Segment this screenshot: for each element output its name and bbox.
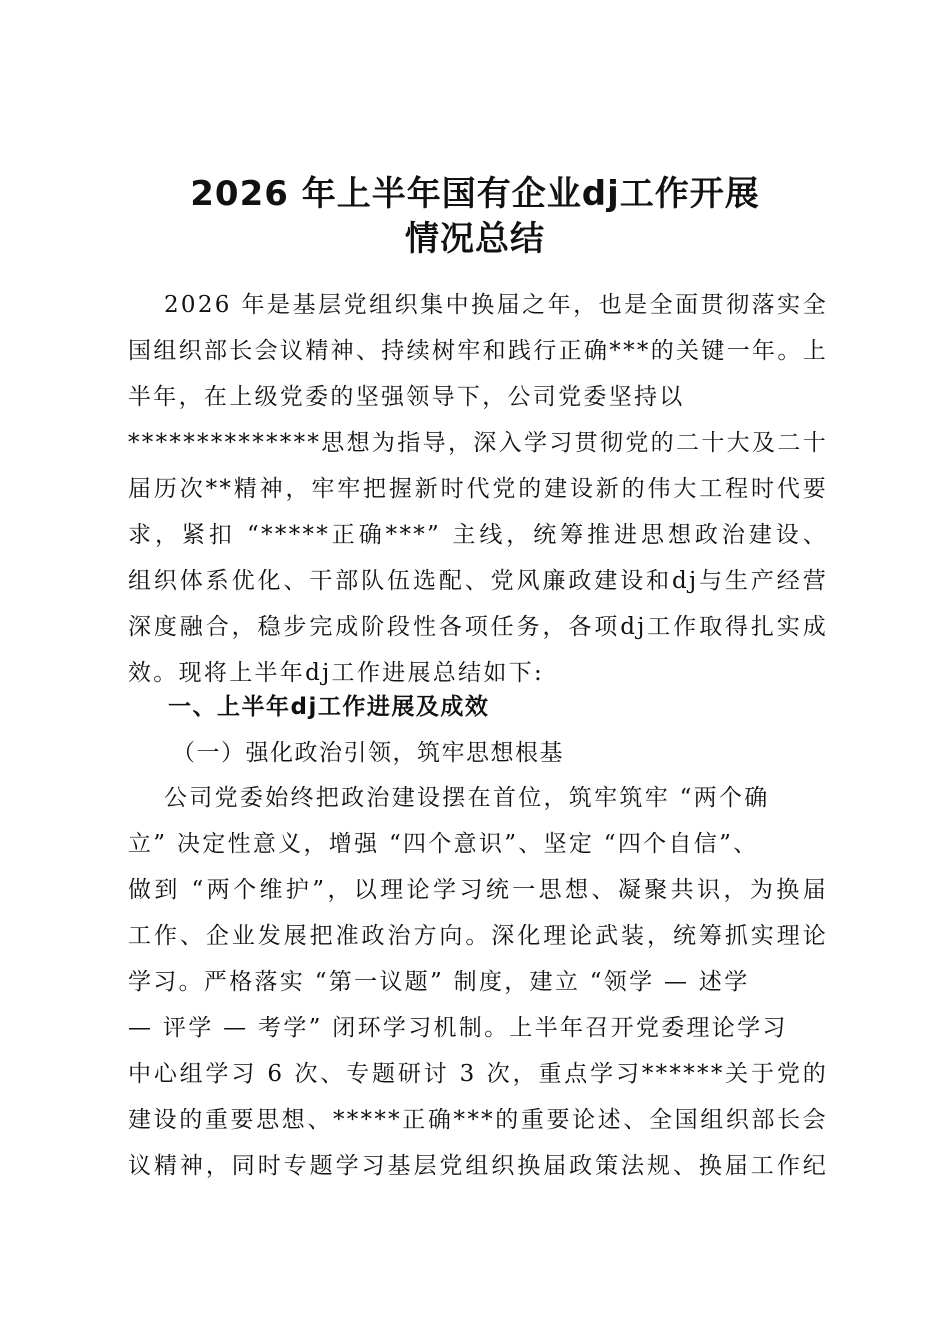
section-heading: 一、上半年dj工作进展及成效	[168, 694, 490, 720]
body-line: 中心组学习 6 次、专题研讨 3 次，重点学习******关于党的	[128, 1061, 828, 1087]
intro-line: 国组织部长会议精神、持续树牢和践行正确***的关键一年。上	[128, 338, 828, 364]
intro-line: 2026 年是基层党组织集中换届之年，也是全面贯彻落实全	[164, 292, 828, 318]
intro-line: 组织体系优化、干部队伍选配、党风廉政建设和dj与生产经营	[128, 568, 828, 594]
intro-line: 半年，在上级党委的坚强领导下，公司党委坚持以	[128, 384, 685, 410]
body-line: 议精神，同时专题学习基层党组织换届政策法规、换届工作纪	[128, 1153, 828, 1179]
intro-line: **************思想为指导，深入学习贯彻党的二十大及二十	[128, 430, 828, 456]
document-title-line-2: 情况总结	[405, 219, 545, 259]
body-line: 建设的重要思想、*****正确***的重要论述、全国组织部长会	[128, 1107, 828, 1133]
intro-paragraph	[128, 282, 828, 696]
intro-line: 深度融合，稳步完成阶段性各项任务，各项dj工作取得扎实成	[128, 614, 828, 640]
body-line: 做到 “两个维护”，以理论学习统一思想、凝聚共识，为换届	[128, 877, 828, 903]
document-title-line-1: 2026 年上半年国有企业dj工作开展	[190, 174, 760, 214]
body-line: — 评学 — 考学” 闭环学习机制。上半年召开党委理论学习	[128, 1015, 788, 1041]
body-line: 学习。严格落实 “第一议题” 制度，建立 “领学 — 述学	[128, 969, 750, 995]
body-line: 公司党委始终把政治建设摆在首位，筑牢筑牢 “两个确	[164, 785, 770, 811]
intro-line: 效。现将上半年dj工作进展总结如下:	[128, 660, 545, 686]
intro-line: 求，紧扣 “*****正确***” 主线，统筹推进思想政治建设、	[128, 522, 828, 548]
section-1	[128, 684, 828, 776]
subsection-heading: （一）强化政治引领，筑牢思想根基	[172, 740, 564, 766]
subsection-1-paragraph	[128, 775, 828, 1189]
body-line: 立” 决定性意义，增强 “四个意识”、坚定 “四个自信”、	[128, 831, 759, 857]
intro-line: 届历次**精神，牢牢把握新时代党的建设新的伟大工程时代要	[128, 476, 828, 502]
body-line: 工作、企业发展把准政治方向。深化理论武装，统筹抓实理论	[128, 923, 828, 949]
